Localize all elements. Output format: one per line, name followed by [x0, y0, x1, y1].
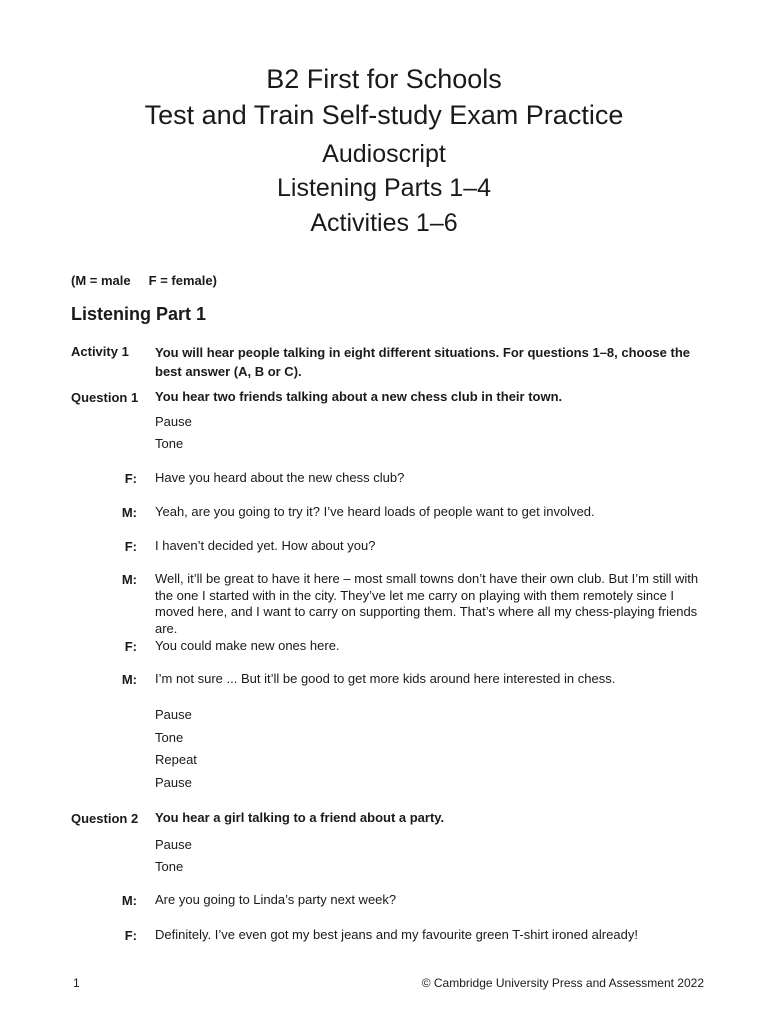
speaker-label: M: — [121, 672, 137, 687]
activity-instructions: You will hear people talking in eight different situations. For questions 1–8, choose the best answer (A, B or C). — [155, 345, 690, 379]
stage-cue: Tone — [155, 730, 184, 745]
speaker-label: M: — [121, 505, 137, 520]
speaker-label: F: — [124, 639, 137, 654]
stage-cue: Pause — [155, 837, 192, 852]
copyright-notice: © Cambridge University Press and Assessment 2022 — [421, 976, 704, 990]
stage-cue: Tone — [155, 859, 184, 874]
question-prompt: You hear a girl talking to a friend about a party. — [155, 810, 445, 825]
dialogue-line: I’m not sure ... But it’ll be good to get more kids around here interested in chess. — [155, 671, 616, 686]
stage-cue: Tone — [155, 436, 184, 451]
speaker-label: M: — [121, 893, 137, 908]
document-subtitle-line2: Listening Parts 1–4 — [276, 174, 492, 202]
dialogue-line: I haven’t decided yet. How about you? — [155, 538, 376, 553]
speaker-label: F: — [124, 539, 137, 554]
speaker-label: F: — [124, 471, 137, 486]
question-prompt: You hear two friends talking about a new chess club in their town. — [155, 389, 563, 404]
question-label: Question 1 — [71, 390, 139, 405]
stage-cue: Repeat — [155, 752, 197, 767]
speaker-legend: (M = male F = female) — [71, 273, 217, 288]
section-title: Listening Part 1 — [71, 304, 207, 324]
document-title-line2: Test and Train Self-study Exam Practice — [144, 100, 624, 130]
dialogue-line: You could make new ones here. — [155, 638, 340, 653]
document-title-line1: B2 First for Schools — [266, 64, 502, 94]
stage-cue: Pause — [155, 775, 192, 790]
dialogue-line: Are you going to Linda’s party next week? — [155, 892, 397, 907]
dialogue-line: Yeah, are you going to try it? I’ve heard loads of people want to get involved. — [155, 504, 595, 519]
activity-label: Activity 1 — [71, 344, 129, 359]
stage-cue: Pause — [155, 707, 192, 722]
dialogue-line: Definitely. I’ve even got my best jeans and my favourite green T-shirt ironed already! — [155, 927, 638, 942]
page-number: 1 — [73, 976, 80, 990]
dialogue-line: Have you heard about the new chess club? — [155, 470, 405, 485]
document-subtitle-line1: Audioscript — [322, 140, 446, 168]
document-subtitle-line3: Activities 1–6 — [310, 209, 458, 237]
speaker-label: M: — [121, 572, 137, 587]
stage-cue: Pause — [155, 414, 192, 429]
dialogue-line: Well, it’ll be great to have it here – most small towns don’t have their own club. But I’m still with the one I started with in the city. They’ve let me carry on playing with them remotely since I moved here, and I want to carry on supporting them. That’s where all my chess-playing friends are. — [155, 571, 699, 636]
question-label: Question 2 — [71, 811, 139, 826]
speaker-label: F: — [124, 928, 137, 943]
